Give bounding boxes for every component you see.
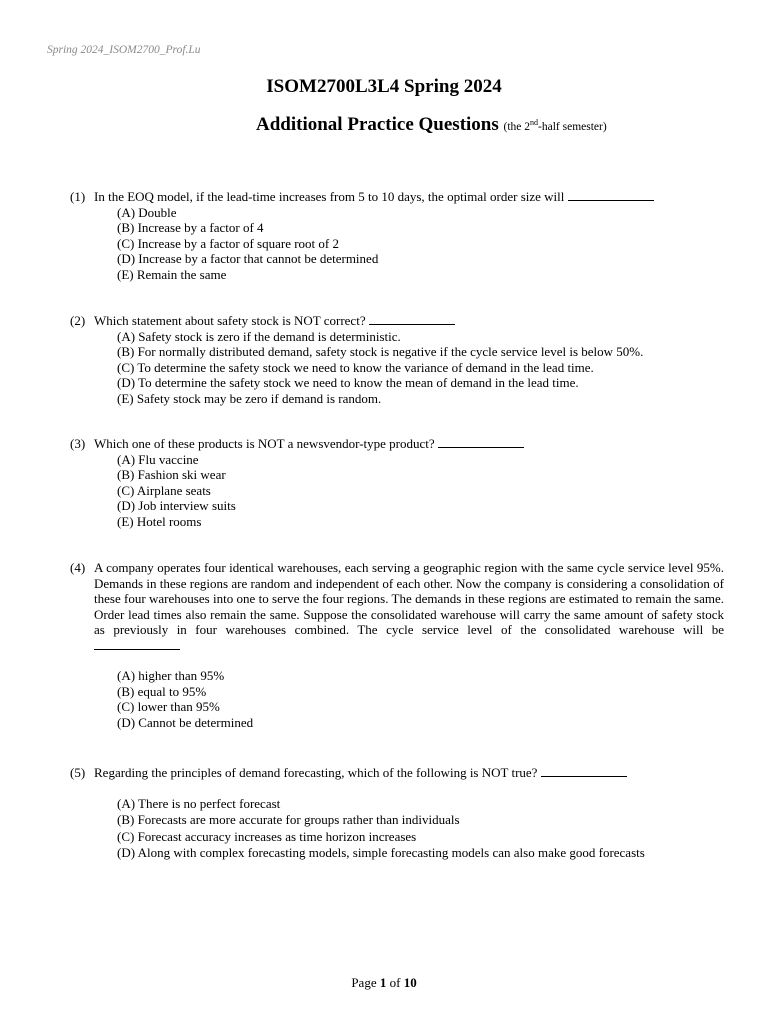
question-number: (4): [70, 560, 86, 575]
option: (D) Job interview suits: [117, 498, 236, 513]
option: (E) Remain the same: [117, 266, 227, 282]
question-text-body: Regarding the principles of demand forecasting, which of the following is NOT true?: [94, 765, 538, 780]
option: (A) Double: [117, 204, 177, 220]
question-2: [70, 313, 724, 406]
answer-blank: [568, 189, 654, 201]
question-5: [70, 765, 724, 862]
question-number: (3): [70, 436, 86, 451]
answer-blank: [438, 436, 524, 448]
page-footer: [0, 975, 768, 991]
option: (A) There is no perfect forecast: [117, 795, 281, 811]
question-text: [94, 436, 724, 452]
question-text-body: Which statement about safety stock is NOT correct?: [94, 313, 366, 328]
question-number: (5): [70, 765, 86, 780]
option: (A) Flu vaccine: [117, 451, 199, 467]
options-list: [117, 668, 724, 730]
option: (B) equal to 95%: [117, 683, 207, 699]
subtitle-note-pre: (the 2: [503, 121, 531, 133]
subtitle-note: [503, 118, 607, 133]
page-current: 1: [379, 975, 387, 990]
document-title: ISOM2700L3L4 Spring 2024: [266, 76, 502, 97]
question-4: [70, 560, 724, 730]
question-text-body: Which one of these products is NOT a newsvendor-type product?: [94, 436, 435, 451]
question-text-body: In the EOQ model, if the lead-time increases from 5 to 10 days, the optimal order size will: [94, 189, 565, 204]
option: (B) Increase by a factor of 4: [117, 220, 264, 235]
answer-blank: [94, 638, 180, 650]
option: (B) Fashion ski wear: [117, 467, 226, 482]
option: (C) Forecast accuracy increases as time horizon increases: [117, 828, 417, 844]
document-subtitle: [256, 114, 607, 136]
option: (D) Cannot be determined: [117, 714, 254, 730]
option: (A) Safety stock is zero if the demand is deterministic.: [117, 328, 401, 344]
subtitle-note-post: -half semester): [538, 121, 607, 133]
question-3: [70, 436, 724, 529]
page-total: 10: [403, 975, 417, 990]
option: (D) Increase by a factor that cannot be determined: [117, 251, 379, 266]
option: (C) To determine the safety stock we need to know the variance of demand in the lead time.: [117, 359, 594, 375]
page-label: Page: [351, 975, 377, 990]
subtitle-main: Additional Practice Questions: [256, 114, 499, 135]
option: (C) Increase by a factor of square root of 2: [117, 235, 339, 251]
option: (E) Safety stock may be zero if demand is random.: [117, 390, 382, 406]
question-number: (2): [70, 313, 86, 328]
question-number: (1): [70, 189, 86, 204]
options-list: [117, 205, 724, 283]
question-text: [94, 765, 724, 781]
option: (C) Airplane seats: [117, 482, 211, 498]
header-note: Spring 2024_ISOM2700_Prof.Lu: [47, 44, 201, 56]
options-list: [117, 796, 724, 862]
page-of-label: of: [389, 975, 401, 990]
question-text-body: A company operates four identical warehouses, each serving a geographic region with the same cycle service level 95%. Demands in these regions are random and independent of each other. Now the company is considering a consolidation of these four warehouses into one to serve the four regions. The demands in these regions are estimated to remain the same. Order lead times also remain the same. Suppose the consolidated warehouse will carry the same amount of safety stock as previously in four warehouses combined. The cycle service level of the consolidated warehouse will be: [94, 560, 724, 637]
option: (B) For normally distributed demand, safety stock is negative if the cycle service level is below 50%.: [117, 344, 644, 359]
question-1: [70, 189, 724, 282]
option: (A) higher than 95%: [117, 668, 225, 683]
options-list: [117, 452, 724, 530]
subtitle-note-sup: nd: [530, 118, 539, 128]
question-text: [94, 313, 724, 329]
option: (D) Along with complex forecasting models, simple forecasting models can also make good forecasts: [117, 845, 645, 860]
answer-blank: [541, 765, 627, 777]
question-text: [94, 560, 724, 653]
option: (E) Hotel rooms: [117, 513, 202, 529]
option: (B) Forecasts are more accurate for groups rather than individuals: [117, 812, 460, 827]
option: (D) To determine the safety stock we need to know the mean of demand in the lead time.: [117, 375, 579, 390]
options-list: [117, 329, 724, 407]
option: (C) lower than 95%: [117, 699, 220, 714]
answer-blank: [369, 313, 455, 325]
question-text: [94, 189, 724, 205]
